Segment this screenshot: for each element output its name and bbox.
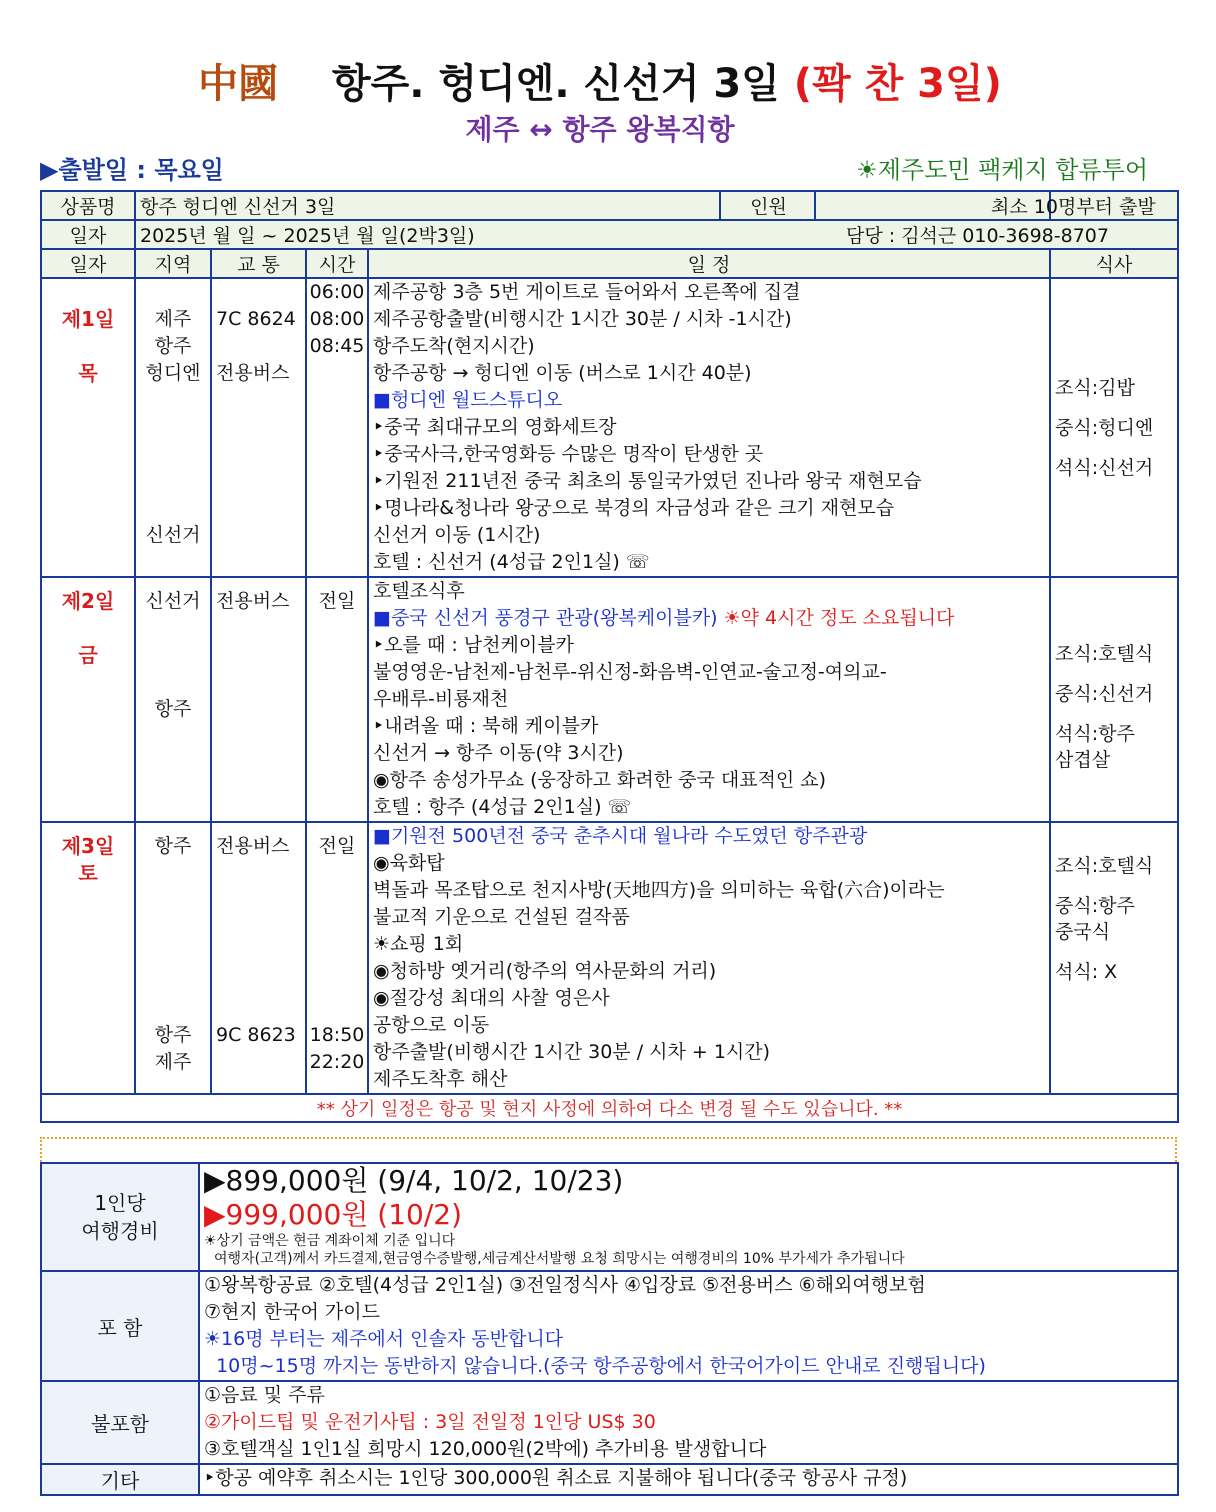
includes-note: 10명~15명 까지는 동반하지 않습니다.(중국 항주공항에서 한국어가이드 안내로 진행됩니다) [204, 1355, 986, 1377]
transport-text: 전용버스 [216, 835, 290, 857]
schedule-line: ◉육화탑 [373, 852, 445, 874]
meals-cell [1050, 822, 1178, 1094]
price-special: ▶999,000원 (10/2) [204, 1198, 462, 1231]
excludes-line: ③호텔객실 1인1실 희망시 120,000원(2박에) 추가비용 발생합니다 [204, 1438, 767, 1460]
region-cell [135, 278, 211, 577]
title-main: 항주. 헝디엔. 신선거 3일 [332, 61, 780, 107]
schedule-line: ‣중국사극,한국영화등 수많은 명작이 탄생한 곳 [373, 443, 764, 465]
day-label-cell [41, 278, 135, 577]
time-text: 22:20 [309, 1051, 365, 1073]
schedule-line: 불교적 기운으로 건설된 걸작품 [373, 906, 630, 928]
weekday: 금 [78, 643, 98, 667]
title-country: 中國 [198, 61, 279, 107]
col-header-date: 일자 [41, 249, 135, 278]
transport-cell [211, 577, 306, 822]
col-header-time: 시간 [306, 249, 368, 278]
etc-cell [199, 1464, 1178, 1495]
contact-info: 담당 : 김석근 010-3698-8707 [846, 225, 1109, 247]
meals-cell [1050, 577, 1178, 822]
price-label-line: 1인당 [94, 1191, 146, 1215]
col-header-transport: 교 통 [211, 249, 306, 278]
schedule-line: 공항으로 이동 [373, 1014, 490, 1036]
price-regular: ▶899,000원 (9/4, 10/2, 10/23) [204, 1164, 624, 1197]
includes-line: ⑦현지 한국어 가이드 [204, 1301, 380, 1323]
schedule-notice: ** 상기 일정은 항공 및 현지 사정에 의하여 다소 변경 될 수도 있습니다. ** [41, 1094, 1178, 1122]
region-text: 제주 [154, 1051, 192, 1073]
transport-text: 9C 8623 [216, 1024, 296, 1046]
includes-note: ☀16명 부터는 제주에서 인솔자 동반합니다 [204, 1328, 564, 1350]
schedule-cell [368, 822, 1050, 1094]
departure-day: ▶출발일 : 목요일 [40, 156, 224, 184]
transport-text: 전용버스 [216, 362, 290, 384]
region-cell [135, 822, 211, 1094]
meals-cell [1050, 278, 1178, 577]
etc-text: ‣항공 예약후 취소시는 1인당 300,000원 취소료 지불해야 됩니다(중국 항공사 규정) [204, 1467, 908, 1489]
date-value-cell [135, 220, 1178, 249]
meal-dinner: 석식:신선거 [1055, 456, 1154, 479]
excludes-line: ①음료 및 주류 [204, 1384, 325, 1406]
schedule-line: 불영영운-남천제-남천루-위신정-화음벽-인연교-술고정-여의교- [373, 661, 887, 683]
time-cell [306, 278, 368, 577]
schedule-line: ◉절강성 최대의 사찰 영은사 [373, 987, 610, 1009]
schedule-line: 벽돌과 목조탑으로 천지사방(天地四方)을 의미하는 육합(六合)이라는 [373, 879, 945, 901]
package-tagline: ☀제주도민 팩케지 합류투어 [856, 156, 1148, 184]
schedule-line: ■중국 신선거 풍경구 관광(왕복케이블카) [373, 607, 718, 629]
dotted-divider [40, 1137, 42, 1162]
day-label-cell [41, 822, 135, 1094]
price-note: ☀상기 금액은 현금 계좌이체 기준 입니다 [204, 1233, 456, 1249]
region-text: 항주 [154, 698, 192, 720]
schedule-cell [368, 577, 1050, 822]
title-accent: (꽉 찬 3일) [793, 61, 1002, 107]
schedule-line: 호텔 : 항주 (4성급 2인1실) ☏ [373, 796, 632, 818]
transport-cell [211, 822, 306, 1094]
excludes-label: 불포함 [41, 1381, 199, 1464]
schedule-line: ‣기원전 211년전 중국 최초의 통일국가였던 진나라 왕국 재현모습 [373, 470, 922, 492]
divider [814, 192, 816, 219]
excludes-line: ②가이드팁 및 운전기사팁 : 3일 전일정 1인당 US$ 30 [204, 1411, 656, 1433]
people-value: 최소 10명부터 출발 [991, 196, 1156, 218]
weekday: 목 [78, 361, 98, 385]
region-text: 신선거 [145, 590, 201, 612]
meal-dinner: 석식:항주 [1055, 722, 1135, 745]
meal-dinner: 석식: X [1055, 961, 1118, 983]
meal-breakfast: 조식:호텔식 [1055, 642, 1154, 665]
schedule-line: 항주공항 → 헝디엔 이동 (버스로 1시간 40분) [373, 362, 752, 384]
time-text: 전일 [318, 835, 356, 857]
meal-breakfast: 조식:호텔식 [1055, 855, 1154, 877]
day-number: 제1일 [61, 307, 115, 331]
excludes-cell [199, 1381, 1178, 1464]
meal-lunch: 중식:헝디엔 [1055, 416, 1154, 439]
price-table [40, 1162, 1179, 1496]
col-header-region: 지역 [135, 249, 211, 278]
col-header-schedule: 일 정 [368, 249, 1050, 278]
schedule-line: ‣중국 최대규모의 영화세트장 [373, 416, 617, 438]
date-label: 일자 [41, 220, 135, 249]
schedule-line: ‣내려올 때 : 북해 케이블카 [373, 715, 599, 737]
time-text: 08:45 [309, 335, 365, 357]
day-row [41, 278, 1178, 577]
meal-lunch-detail: 중국식 [1055, 921, 1111, 943]
day-number: 제3일 [61, 834, 115, 858]
product-label: 상품명 [41, 191, 135, 220]
time-cell [306, 577, 368, 822]
region-text: 항주 [154, 335, 192, 357]
people-value-cell [991, 191, 1178, 220]
schedule-line: 호텔조식후 [373, 580, 465, 602]
time-text: 06:00 [309, 281, 365, 303]
meal-lunch: 중식:신선거 [1055, 682, 1154, 705]
col-header-meals: 식사 [1050, 249, 1178, 278]
time-text: 전일 [318, 590, 356, 612]
schedule-line: 항주출발(비행시간 1시간 30분 / 시차 + 1시간) [373, 1041, 771, 1063]
region-text: 제주 [154, 308, 192, 330]
region-text: 항주 [154, 835, 192, 857]
region-text: 신선거 [145, 524, 201, 546]
date-value: 2025년 월 일 ~ 2025년 월 일(2박3일) [140, 225, 475, 247]
schedule-line: 신선거 이동 (1시간) [373, 524, 541, 546]
schedule-line: 제주도착후 해산 [373, 1068, 508, 1090]
time-cell [306, 822, 368, 1094]
meal-lunch: 중식:항주 [1055, 895, 1135, 917]
schedule-line: 신선거 → 항주 이동(약 3시간) [373, 742, 624, 764]
schedule-line: ‣오를 때 : 남천케이블카 [373, 634, 574, 656]
price-label [41, 1163, 199, 1271]
schedule-line: 제주공항 3층 5번 게이트로 들어와서 오른쪽에 집결 [373, 281, 801, 303]
schedule-note: ☀약 4시간 정도 소요됩니다 [723, 607, 955, 629]
dotted-divider [1175, 1137, 1177, 1162]
product-value-cell [135, 191, 1050, 220]
schedule-line: 호텔 : 신선거 (4성급 2인1실) ☏ [373, 551, 650, 573]
schedule-line: ◉청하방 옛거리(항주의 역사문화의 거리) [373, 960, 717, 982]
region-text: 항주 [154, 1024, 192, 1046]
dotted-divider [40, 1137, 1177, 1139]
time-text: 08:00 [309, 308, 365, 330]
includes-cell [199, 1271, 1178, 1381]
meal-breakfast: 조식:김밥 [1055, 376, 1135, 399]
schedule-line: 우배루-비룡재천 [373, 688, 509, 710]
transport-text: 7C 8624 [216, 308, 296, 330]
document-title [0, 52, 1200, 109]
etc-label: 기타 [41, 1464, 199, 1495]
day-row [41, 822, 1178, 1094]
weekday: 토 [78, 861, 98, 885]
region-text: 헝디엔 [145, 362, 201, 384]
schedule-line: 제주공항출발(비행시간 1시간 30분 / 시차 -1시간) [373, 308, 792, 330]
product-value: 항주 헝디엔 신선거 3일 [140, 196, 336, 218]
schedule-line: ■헝디엔 월드스튜디오 [373, 389, 563, 411]
day-number: 제2일 [61, 589, 115, 613]
price-note-vat: 여행자(고객)께서 카드결제,현금영수증발행,세금계산서발행 요청 희망시는 여행경비의 10% 부가세가 추가됩니다 [214, 1251, 905, 1267]
people-label: 인원 [750, 196, 787, 218]
price-detail-cell [199, 1163, 1178, 1271]
day-label-cell [41, 577, 135, 822]
transport-cell [211, 278, 306, 577]
includes-label: 포 함 [41, 1271, 199, 1381]
schedule-line: ‣명나라&청나라 왕궁으로 북경의 자금성과 같은 크기 재현모습 [373, 497, 895, 519]
meal-dinner-detail: 삼겹살 [1055, 748, 1111, 771]
schedule-line: ◉항주 송성가무쇼 (웅장하고 화려한 중국 대표적인 쇼) [373, 769, 827, 791]
route-subtitle: 제주 ↔ 항주 왕복직항 [465, 113, 735, 146]
price-label-line: 여행경비 [81, 1219, 159, 1243]
schedule-cell [368, 278, 1050, 577]
schedule-line: ■기원전 500년전 중국 춘추시대 월나라 수도였던 항주관광 [373, 825, 868, 847]
itinerary-table [40, 190, 1179, 1123]
day-row [41, 577, 1178, 822]
region-cell [135, 577, 211, 822]
transport-text: 전용버스 [216, 590, 290, 612]
time-text: 18:50 [309, 1024, 365, 1046]
includes-line: ①왕복항공료 ②호텔(4성급 2인1실) ③전일정식사 ④입장료 ⑤전용버스 ⑥해외여행보험 [204, 1274, 926, 1296]
schedule-line: ☀쇼핑 1회 [373, 933, 464, 955]
schedule-line: 항주도착(현지시간) [373, 335, 535, 357]
